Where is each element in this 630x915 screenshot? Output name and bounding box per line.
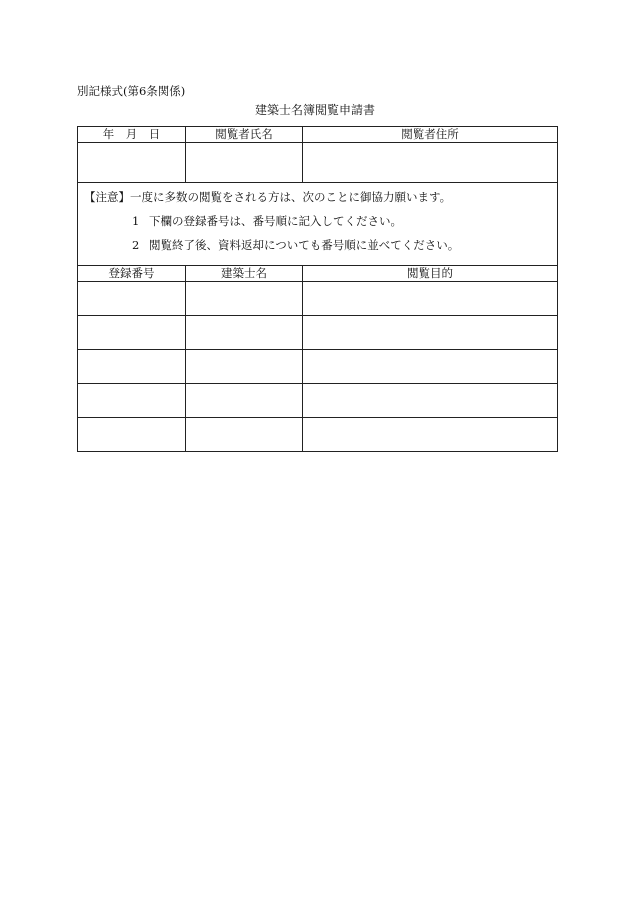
notice-item [84, 239, 557, 252]
applicant-header-row [78, 127, 558, 143]
architect-name-field[interactable] [186, 384, 303, 418]
header-registration-number: 登録番号 [78, 266, 186, 282]
viewer-address-field[interactable] [303, 143, 558, 183]
header-architect-name: 建築士名 [186, 266, 303, 282]
viewing-purpose-field[interactable] [303, 282, 558, 316]
header-viewer-name: 閲覧者氏名 [186, 127, 303, 143]
notice-item-number: 2 [132, 238, 140, 252]
architect-name-field[interactable] [186, 316, 303, 350]
registration-number-field[interactable] [78, 384, 186, 418]
viewing-row [78, 418, 558, 452]
notice-row [78, 183, 558, 266]
header-date: 年 月 日 [78, 127, 186, 143]
header-viewer-address: 閲覧者住所 [303, 127, 558, 143]
form-reference: 別記様式(第6条関係) [77, 84, 186, 98]
registration-number-field[interactable] [78, 282, 186, 316]
registration-number-field[interactable] [78, 350, 186, 384]
notice-item-text: 閲覧終了後、資料返却についても番号順に並べてください。 [149, 238, 460, 252]
date-field[interactable] [78, 143, 186, 183]
notice-item-text: 下欄の登録番号は、番号順に記入してください。 [149, 214, 402, 228]
document-title: 建築士名簿閲覧申請書 [254, 103, 375, 117]
header-viewing-purpose: 閲覧目的 [303, 266, 558, 282]
notice-heading: 【注意】一度に多数の閲覧をされる方は、次のことに御協力願います。 [84, 190, 452, 204]
viewing-purpose-field[interactable] [303, 418, 558, 452]
registration-number-field[interactable] [78, 418, 186, 452]
viewing-header-row [78, 266, 558, 282]
architect-name-field[interactable] [186, 282, 303, 316]
viewing-row [78, 316, 558, 350]
viewing-purpose-field[interactable] [303, 384, 558, 418]
viewing-purpose-field[interactable] [303, 350, 558, 384]
notice-item [84, 215, 557, 228]
architect-name-field[interactable] [186, 350, 303, 384]
notice-item-number: 1 [132, 214, 140, 228]
architect-name-field[interactable] [186, 418, 303, 452]
viewer-name-field[interactable] [186, 143, 303, 183]
registration-number-field[interactable] [78, 316, 186, 350]
notice-cell [78, 183, 558, 266]
viewing-row [78, 282, 558, 316]
viewing-purpose-field[interactable] [303, 316, 558, 350]
application-form-table [77, 126, 558, 452]
viewing-row [78, 384, 558, 418]
viewing-row [78, 350, 558, 384]
applicant-entry-row [78, 143, 558, 183]
